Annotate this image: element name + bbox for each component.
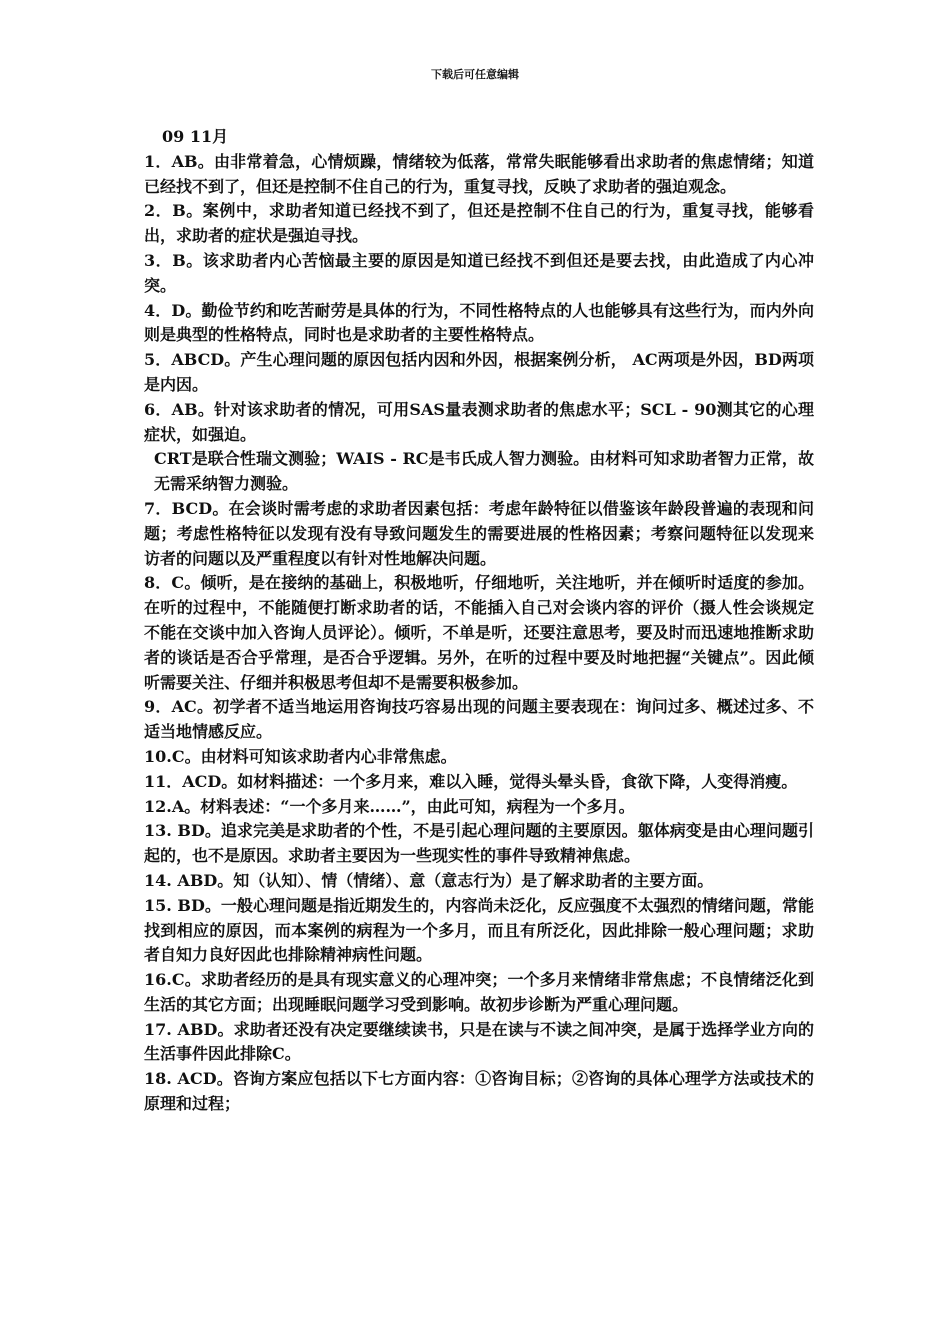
document-body	[144, 125, 814, 1117]
answer-paragraph-17: 17. ABD。求助者还没有决定要继续读书，只是在读与不读之间冲突，是属于选择学业方向的生活事件因此排除C。	[144, 1019, 814, 1064]
answer-paragraph-4: 4．D。勤俭节约和吃苦耐劳是具体的行为，不同性格特点的人也能够具有这些行为，而内外向则是典型的性格特点，同时也是求助者的主要性格特点。	[144, 300, 814, 345]
answer-paragraph-1: 1．AB。由非常着急，心情烦躁，情绪较为低落，常常失眠能够看出求助者的焦虑情绪；知道已经找不到了，但还是控制不住自己的行为，重复寻找，反映了求助者的强迫观念。	[144, 151, 814, 196]
answer-paragraph-15: 15. BD。一般心理问题是指近期发生的，内容尚未泛化，反应强度不太强烈的情绪问题，常能找到相应的原因，而本案例的病程为一个多月，而且有所泛化，因此排除一般心理问题；求助者自知力良好因此也排除精神病性问题。	[144, 895, 814, 965]
answer-paragraph-12: 12.A。材料表述：“一个多月来……”，由此可知，病程为一个多月。	[144, 796, 635, 816]
answer-paragraph-9: 9．AC。初学者不适当地运用咨询技巧容易出现的问题主要表现在：询问过多、概述过多、不适当地情感反应。	[144, 697, 814, 742]
page-header: 下载后可任意编辑	[431, 68, 519, 81]
answer-paragraph-14: 14. ABD。知（认知）、情（情绪）、意（意志行为）是了解求助者的主要方面。	[144, 870, 714, 890]
answer-paragraph-11: 11．ACD。如材料描述：一个多月来，难以入睡，觉得头晕头昏，食欲下降，人变得消瘦。	[144, 771, 798, 791]
answer-paragraph-3: 3．B。该求助者内心苦恼最主要的原因是知道已经找不到但还是要去找，由此造成了内心冲突。	[144, 250, 814, 295]
answer-paragraph-8: 8．C。倾听，是在接纳的基础上，积极地听，仔细地听，关注地听，并在倾听时适度的参加。在听的过程中，不能随便打断求助者的话，不能插入自己对会谈内容的评价（摄人性会谈规定不能在交谈中加入咨询人员评论）。倾听，不单是听，还要注意思考，要及时而迅速地推断求助者的谈话是否合乎常理，是否合乎逻辑。另外，在听的过程中要及时地把握“关键点”。因此倾听需要关注、仔细并积极思考但却不是需要积极参加。	[144, 573, 814, 692]
section-heading: 09 11月	[162, 127, 229, 146]
answer-paragraph-10: 10.C。由材料可知该求助者内心非常焦虑。	[144, 746, 457, 766]
answer-paragraph-18: 18. ACD。咨询方案应包括以下七方面内容：①咨询目标；②咨询的具体心理学方法或技术的原理和过程；	[144, 1069, 814, 1114]
answer-paragraph-5: 5．ABCD。产生心理问题的原因包括内因和外因，根据案例分析， AC两项是外因，BD两项是内因。	[144, 350, 814, 394]
answer-paragraph-7: 7．BCD。在会谈时需考虑的求助者因素包括：考虑年龄特征以借鉴该年龄段普遍的表现和问题；考虑性格特征以发现有没有导致问题发生的需要进展的性格因素；考察问题特征以发现来访者的问题以及严重程度以有针对性地解决问题。	[144, 498, 814, 568]
answer-paragraph-13: 13. BD。追求完美是求助者的个性，不是引起心理问题的主要原因。躯体病变是由心理问题引起的，也不是原因。求助者主要因为一些现实性的事件导致精神焦虑。	[144, 821, 814, 866]
answer-paragraph-2: 2．B。案例中，求助者知道已经找不到了，但还是控制不住自己的行为，重复寻找，能够看出，求助者的症状是强迫寻找。	[144, 201, 814, 246]
answer-paragraph-16: 16.C。求助者经历的是具有现实意义的心理冲突；一个多月来情绪非常焦虑；不良情绪泛化到生活的其它方面；出现睡眠问题学习受到影响。故初步诊断为严重心理问题。	[144, 970, 814, 1014]
answer-paragraph-6: 6．AB。针对该求助者的情况，可用SAS量表测求助者的焦虑水平；SCL - 90测其它的心理症状，如强迫。	[144, 399, 814, 444]
answer-paragraph-6-note: CRT是联合性瑞文测验；WAIS - RC是韦氏成人智力测验。由材料可知求助者智力正常，故无需采纳智力测验。	[154, 449, 814, 494]
